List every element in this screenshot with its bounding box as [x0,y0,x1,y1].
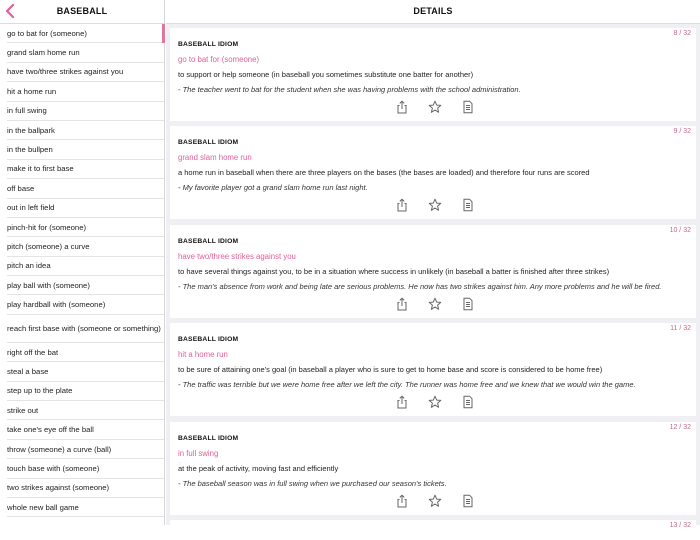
card-counter: 8 / 32 [673,30,691,37]
note-icon[interactable] [461,297,475,311]
list-item[interactable]: in full swing [7,102,164,121]
card-example: - The teacher went to bat for the student when she was having problems with the school administration. [178,85,521,94]
idiom-card-partial [170,520,696,540]
star-icon[interactable] [428,198,442,212]
details-title: DETAILS [166,0,700,24]
card-example: - The man's absence from work and being late are serious problems. He now has two strikes against him. Any more problems and he will be fired. [178,281,662,291]
list-item[interactable]: play hardball with (someone) [7,295,164,314]
list-item[interactable]: throw (someone) a curve (ball) [7,440,164,459]
list-item[interactable]: strike out [7,401,164,420]
sidebar-header [0,0,164,24]
star-icon[interactable] [428,297,442,311]
list-item[interactable]: in the ballpark [7,121,164,140]
note-icon[interactable] [461,494,475,508]
card-definition: a home run in baseball when there are three players on the bases (the bases are loaded) and therefore four runs are scored [178,168,590,178]
list-item[interactable]: touch base with (someone) [7,459,164,478]
note-icon[interactable] [461,395,475,409]
sidebar [0,0,165,525]
share-icon[interactable] [395,297,409,311]
sidebar-title: BASEBALL [56,6,108,16]
share-icon[interactable] [395,100,409,114]
list-item[interactable]: whole new ball game [7,498,164,517]
list-item[interactable]: steal a base [7,362,164,381]
card-counter: 10 / 32 [669,226,691,234]
card-counter: 9 / 32 [673,128,691,136]
card-category: BASEBALL IDIOM [178,336,239,344]
list-item[interactable]: step up to the plate [7,382,164,401]
card-actions [395,494,475,508]
note-icon[interactable] [461,198,475,212]
card-definition: at the peak of activity, moving fast and efficiently [178,463,339,473]
share-icon[interactable] [395,198,409,212]
list-item[interactable]: pitch an idea [7,257,164,276]
list-item[interactable]: make it to first base [7,160,164,179]
card-actions [395,198,475,212]
list-item[interactable]: have two/three strikes against you [7,63,164,82]
star-icon[interactable] [428,100,442,114]
star-icon[interactable] [428,494,442,508]
card-definition: to be sure of attaining one's goal (in baseball a player who is sure to get to home base and score is considered to be home free) [178,365,603,375]
card-category: BASEBALL IDIOM [178,41,239,48]
idiom-card [170,126,696,219]
idiom-card [170,225,696,318]
card-counter: 13 / 32 [669,521,691,529]
list-item[interactable]: grand slam home run [7,43,164,62]
card-example: - The traffic was terrible but we were home free after we left the city. The runner was home free and we knew that we would win the game. [178,380,636,390]
star-icon[interactable] [428,395,442,409]
list-item[interactable]: pinch-hit for (someone) [7,218,164,237]
card-actions [395,395,475,409]
card-idiom: have two/three strikes against you [178,251,296,261]
idiom-card [170,422,696,515]
card-idiom: grand slam home run [178,153,252,163]
card-counter: 12 / 32 [669,423,691,431]
card-example: - My favorite player got a grand slam home run last night. [178,183,368,193]
list-item[interactable]: in the bullpen [7,140,164,159]
card-list [170,28,696,540]
list-item[interactable]: reach first base with (someone or something) [7,315,164,343]
list-item[interactable]: out in left field [7,199,164,218]
list-item[interactable]: pitch (someone) a curve [7,237,164,256]
card-definition: to have several things against you, to be in a situation where success in unlikely (in baseball a batter is finished after three strikes) [178,266,610,276]
card-idiom: in full swing [178,448,219,458]
card-counter: 11 / 32 [670,325,691,333]
list-item[interactable]: right off the bat [7,343,164,362]
card-idiom: go to bat for (someone) [178,55,260,64]
selected-item-indicator [162,24,165,43]
list-item[interactable]: go to bat for (someone) [7,24,164,43]
share-icon[interactable] [395,395,409,409]
list-item[interactable]: take one's eye off the ball [7,420,164,439]
list-item[interactable]: hit a home run [7,82,164,101]
details-pane [166,0,700,529]
note-icon[interactable] [461,100,475,114]
share-icon[interactable] [395,494,409,508]
card-category: BASEBALL IDIOM [178,434,239,442]
card-idiom: hit a home run [178,350,228,360]
list-item[interactable]: off base [7,179,164,198]
card-category: BASEBALL IDIOM [178,139,239,147]
list-item[interactable]: two strikes against (someone) [7,479,164,498]
card-category: BASEBALL IDIOM [178,237,239,245]
list-item[interactable]: play ball with (someone) [7,276,164,295]
card-definition: to support or help someone (in baseball you sometimes substitute one batter for another) [178,70,474,79]
idiom-card [170,28,696,121]
idiom-card [170,323,696,416]
card-actions [395,100,475,114]
card-actions [395,297,475,311]
idiom-list [0,24,164,517]
card-example: - The baseball season was in full swing when we purchased our season's tickets. [178,478,447,488]
